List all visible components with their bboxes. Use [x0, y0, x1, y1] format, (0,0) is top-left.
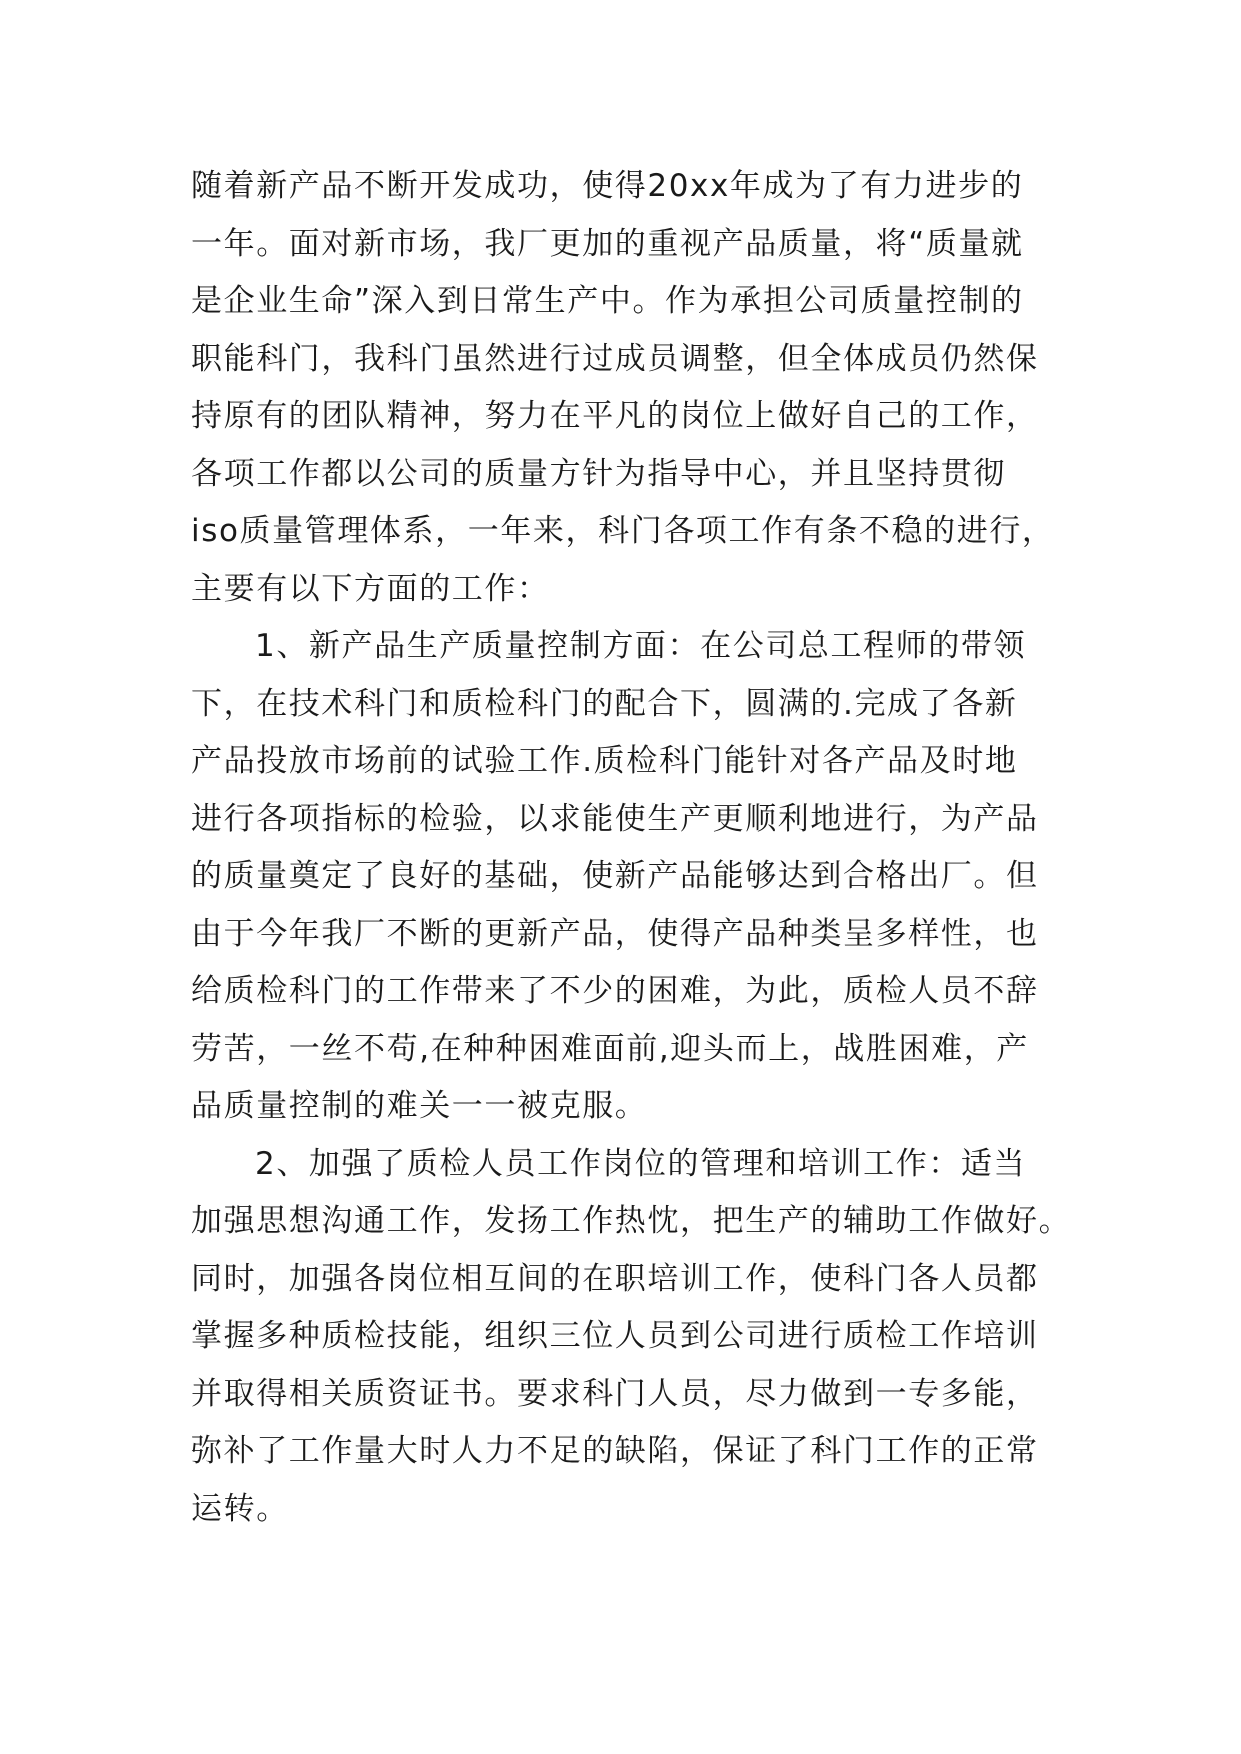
text-line: 并取得相关质资证书。要求科门人员，尽力做到一专多能，: [191, 1375, 1039, 1412]
text-line: 持原有的团队精神，努力在平凡的岗位上做好自己的工作，: [191, 398, 1039, 434]
text-line: 给质检科门的工作带来了不少的困难，为此，质检人员不辞: [191, 973, 1039, 1009]
text-line: 随着新产品不断开发成功，使得20xx年成为了有力进步的: [191, 168, 1024, 204]
text-line: 产品投放市场前的试验工作.质检科门能针对各产品及时地: [191, 743, 1018, 779]
paragraph-intro: [191, 158, 1055, 618]
paragraph-item-2: [191, 1136, 1072, 1539]
text-line: 是企业生命”深入到日常生产中。作为承担公司质量控制的: [191, 283, 1024, 319]
text-line: 劳苦，一丝不苟,在种种困难面前,迎头而上，战胜困难，产: [191, 1030, 1029, 1067]
text-line: 各项工作都以公司的质量方针为指导中心，并且坚持贯彻: [191, 455, 1006, 492]
text-line: 同时，加强各岗位相互间的在职培训工作，使科门各人员都: [191, 1260, 1039, 1297]
text-line: 弥补了工作量大时人力不足的缺陷，保证了科门工作的正常: [191, 1433, 1039, 1469]
text-line: 进行各项指标的检验，以求能使生产更顺利地进行，为产品: [191, 800, 1039, 837]
text-line: 品质量控制的难关一一被克服。: [191, 1088, 648, 1124]
text-line: 一年。面对新市场，我厂更加的重视产品质量，将“质量就: [191, 225, 1024, 262]
text-line: 运转。: [191, 1490, 289, 1527]
text-line: 的质量奠定了良好的基础，使新产品能够达到合格出厂。但: [191, 858, 1039, 894]
text-line: iso质量管理体系，一年来，科门各项工作有条不稳的进行，: [191, 513, 1055, 549]
text-line: 2、加强了质检人员工作岗位的管理和培训工作：适当: [255, 1145, 1027, 1182]
text-line: 1、新产品生产质量控制方面：在公司总工程师的带领: [255, 628, 1027, 664]
document-body: [191, 158, 1072, 1538]
text-line: 职能科门，我科门虽然进行过成员调整，但全体成员仍然保: [191, 340, 1039, 377]
text-line: 主要有以下方面的工作：: [191, 570, 550, 607]
paragraph-item-1: [191, 618, 1051, 1136]
text-line: 加强思想沟通工作，发扬工作热忱，把生产的辅助工作做好。: [191, 1203, 1072, 1239]
text-line: 掌握多种质检技能，组织三位人员到公司进行质检工作培训: [191, 1318, 1039, 1354]
text-line: 由于今年我厂不断的更新产品，使得产品种类呈多样性，也: [191, 915, 1039, 952]
text-line: 下，在技术科门和质检科门的配合下，圆满的.完成了各新: [191, 685, 1018, 722]
